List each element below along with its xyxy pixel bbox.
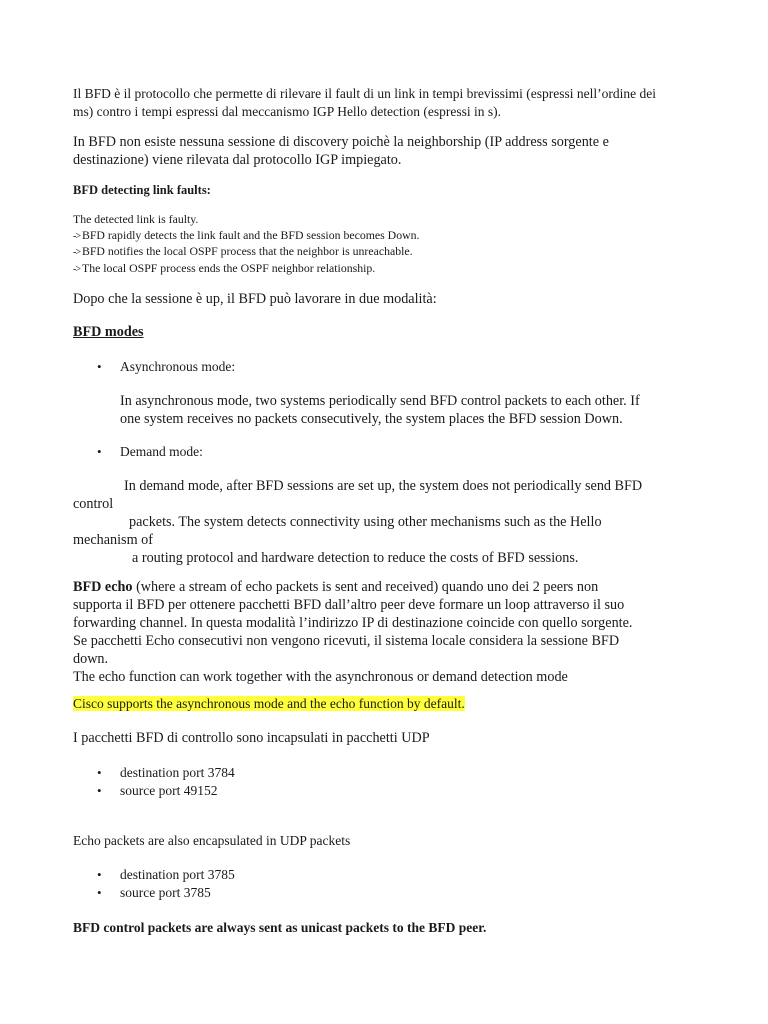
modes-intro: Dopo che la sessione è up, il BFD può lavorare in due modalità: [73, 291, 437, 307]
control-src-port: source port 49152 [120, 783, 218, 798]
async-mode-description [120, 392, 768, 428]
control-packets-intro: I pacchetti BFD di controllo sono incapsulati in pacchetti UDP [73, 730, 430, 746]
cisco-note-highlight: Cisco supports the asynchronous mode and the echo function by default. [73, 696, 465, 711]
echo-line-5: down. [73, 651, 109, 667]
intro-line-1: Il BFD è il protocollo che permette di rilevare il fault di un link in tempi brevissimi (espressi nell’ordine dei [73, 86, 656, 101]
async-line-2: one system receives no packets consecutively, the system places the BFD session Down. [120, 411, 623, 427]
arrow-icon: -> [73, 230, 80, 242]
arrow-icon: -> [73, 247, 80, 258]
link-faults-steps [73, 212, 723, 277]
async-line-1: In asynchronous mode, two systems periodically send BFD control packets to each other. If [120, 393, 640, 409]
cisco-note [73, 695, 723, 713]
echo-line-4: Se pacchetti Echo consecutivi non vengono ricevuti, il sistema locale considera la sessione BFD [73, 633, 620, 649]
link-fault-detected: The detected link is faulty. [73, 212, 199, 226]
intro-paragraph [73, 85, 723, 121]
modes-heading: BFD modes [73, 324, 144, 340]
bullet-icon: • [97, 885, 102, 900]
bullet-icon: • [97, 765, 102, 780]
discovery-line-1: In BFD non esiste nessuna sessione di discovery poichè la neighborship (IP address sorgente e [73, 134, 609, 150]
arrow-icon: -> [73, 263, 80, 275]
demand-line-2: control [73, 496, 114, 512]
link-faults-heading: BFD detecting link faults: [73, 183, 211, 197]
link-fault-step-2: BFD notifies the local OSPF process that the neighbor is unreachable. [81, 244, 413, 258]
echo-line-1: (where a stream of echo packets is sent and received) quando uno dei 2 peers non [132, 579, 599, 595]
link-fault-step-3: The local OSPF process ends the OSPF neighbor relationship. [81, 260, 376, 275]
echo-packets-intro: Echo packets are also encapsulated in UDP packets [73, 833, 351, 848]
echo-line-3: forwarding channel. In questa modalità l’indirizzo IP di destinazione coincide con quello sorgente. [73, 615, 633, 631]
bullet-icon: • [97, 359, 102, 374]
echo-line-6: The echo function can work together with the asynchronous or demand detection mode [73, 669, 568, 685]
demand-mode-description [73, 477, 723, 567]
async-mode-label: Asynchronous mode: [120, 359, 236, 374]
bullet-icon: • [97, 444, 102, 459]
link-fault-step-1: BFD rapidly detects the link fault and the BFD session becomes Down. [81, 227, 420, 242]
intro-line-2: ms) contro i tempi espressi dal meccanismo IGP Hello detection (espressi in s). [73, 104, 502, 119]
demand-line-4: mechanism of [73, 532, 153, 548]
control-dest-port: destination port 3784 [120, 765, 235, 780]
bullet-icon: • [97, 783, 102, 798]
echo-paragraph [73, 578, 723, 686]
demand-line-5: a routing protocol and hardware detection to reduce the costs of BFD sessions. [132, 550, 579, 566]
echo-line-2: supporta il BFD per ottenere pacchetti BFD dall’altro peer deve formare un loop attraverso il suo [73, 597, 625, 613]
bullet-icon: • [97, 867, 102, 882]
closing-statement: BFD control packets are always sent as unicast packets to the BFD peer. [73, 920, 487, 935]
demand-mode-label: Demand mode: [120, 444, 203, 459]
echo-src-port: source port 3785 [120, 885, 211, 900]
discovery-paragraph [73, 133, 723, 169]
echo-title: BFD echo [73, 579, 133, 595]
demand-line-1: In demand mode, after BFD sessions are set up, the system does not periodically send BFD [124, 478, 643, 494]
echo-dest-port: destination port 3785 [120, 867, 235, 882]
demand-line-3: packets. The system detects connectivity using other mechanisms such as the Hello [129, 514, 602, 530]
discovery-line-2: destinazione) viene rilevata dal protocollo IGP impiegato. [73, 152, 402, 168]
